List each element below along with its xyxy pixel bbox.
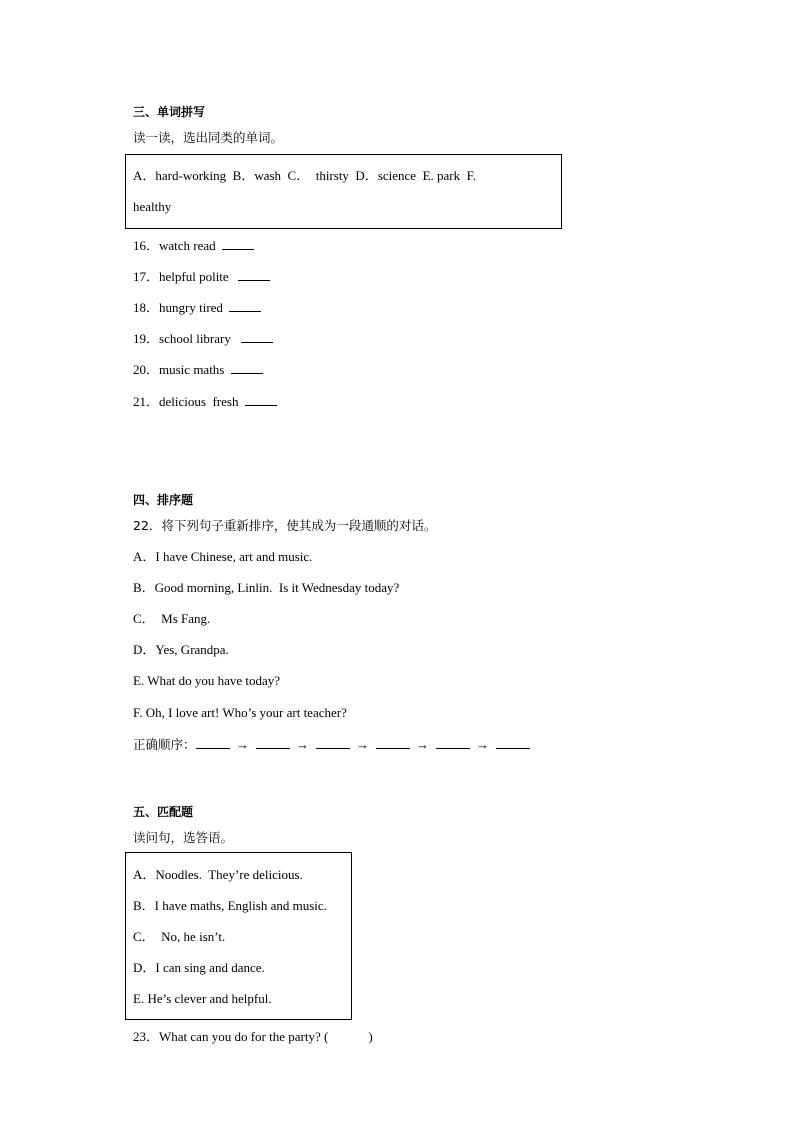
answer-blank-20[interactable] (231, 361, 263, 374)
dialogue-item-c: C． Ms Fang. (133, 611, 211, 626)
question-18 (133, 299, 261, 316)
order-blank-5[interactable] (436, 736, 470, 749)
word-options-box (125, 154, 562, 229)
question-text: delicious fresh (159, 394, 239, 409)
section-3-title: 三、单词拼写 (133, 105, 206, 119)
arrow-icon: → (236, 737, 250, 752)
question-number: 20． (133, 362, 160, 377)
order-answer-row (133, 736, 530, 753)
question-22: 22．将下列句子重新排序，使其成为一段通顺的对话。 (133, 518, 437, 533)
paren-close: ) (368, 1029, 373, 1044)
arrow-icon: → (476, 737, 490, 752)
dialogue-item-b: B．Good morning, Linlin. Is it Wednesday today? (133, 580, 400, 595)
arrow-icon: → (356, 737, 370, 752)
answer-option-b: B．I have maths, English and music. (133, 898, 327, 913)
question-23-text: 23．What can you do for the party? (133, 1029, 321, 1044)
section-5-title: 五、匹配题 (133, 805, 194, 819)
word-options-line-2: healthy (133, 199, 172, 214)
dialogue-item-f: F. Oh, I love art! Who’s your art teacher? (133, 705, 347, 720)
question-21 (133, 393, 277, 410)
order-blank-1[interactable] (196, 736, 230, 749)
question-text: watch read (159, 238, 216, 253)
dialogue-item-e: E. What do you have today? (133, 673, 281, 688)
dialogue-item-d: D．Yes, Grandpa. (133, 642, 229, 657)
question-number: 18． (133, 300, 160, 315)
order-blank-6[interactable] (496, 736, 530, 749)
answer-blank-18[interactable] (229, 299, 261, 312)
section-4-title: 四、排序题 (133, 493, 194, 507)
arrow-icon: → (416, 737, 430, 752)
question-16 (133, 237, 254, 254)
order-blank-3[interactable] (316, 736, 350, 749)
section-3-instruction: 读一读，选出同类的单词。 (133, 130, 284, 145)
paren-open: ( (323, 1029, 329, 1044)
question-number: 19． (133, 331, 160, 346)
order-blank-4[interactable] (376, 736, 410, 749)
question-text: helpful polite (159, 269, 229, 284)
answer-blank-17[interactable] (238, 268, 270, 281)
section-5-instruction: 读问句，选答语。 (133, 830, 234, 845)
question-text: hungry tired (159, 300, 223, 315)
question-text: music maths (159, 362, 225, 377)
question-number: 21． (133, 394, 160, 409)
dialogue-item-a: A．I have Chinese, art and music. (133, 549, 313, 564)
question-17 (133, 268, 270, 285)
arrow-icon: → (296, 737, 310, 752)
word-options-line-1: A．hard-working B．wash C． thirsty D．science E. park F. (133, 168, 477, 183)
answer-blank-19[interactable] (241, 330, 273, 343)
answer-option-c: C． No, he isn’t. (133, 929, 226, 944)
answer-option-a: A．Noodles. They’re delicious. (133, 867, 303, 882)
question-19 (133, 330, 273, 347)
question-number: 17． (133, 269, 160, 284)
answer-option-d: D．I can sing and dance. (133, 960, 265, 975)
question-text: school library (159, 331, 231, 346)
order-blank-2[interactable] (256, 736, 290, 749)
answer-option-e: E. He’s clever and helpful. (133, 991, 272, 1006)
answer-blank-16[interactable] (222, 237, 254, 250)
order-label: 正确顺序： (133, 737, 196, 752)
question-20 (133, 361, 263, 378)
question-number: 16． (133, 238, 160, 253)
answer-blank-21[interactable] (245, 393, 277, 406)
question-23 (133, 1029, 373, 1045)
